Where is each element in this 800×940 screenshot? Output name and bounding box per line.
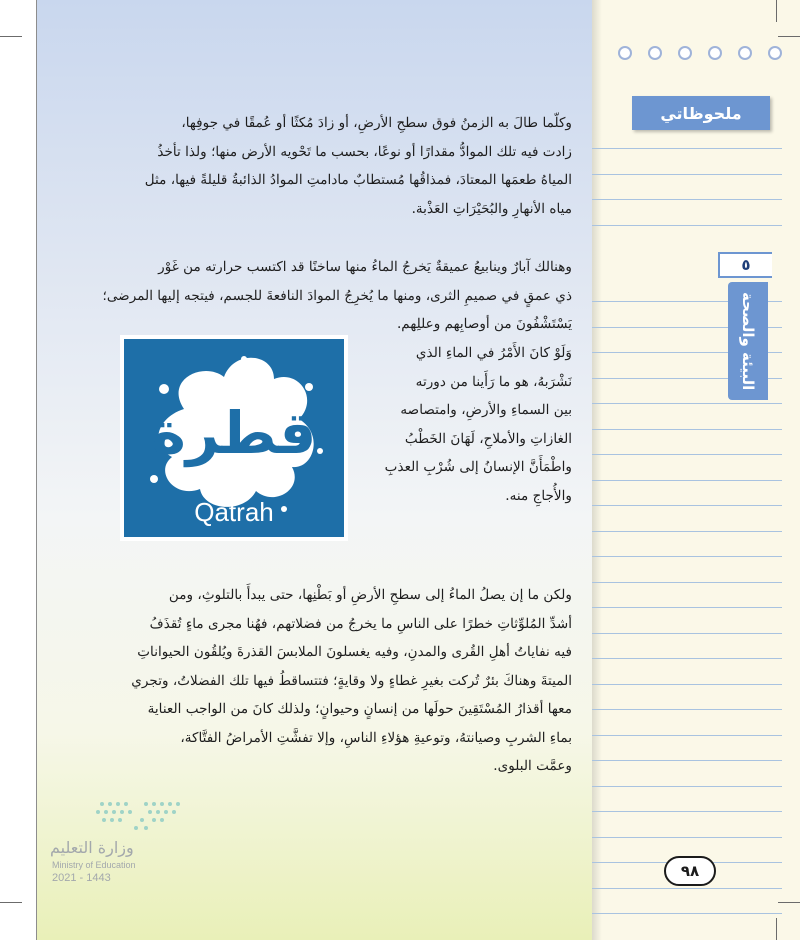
text-line: وكلّما طالَ به الزمنُ فوق سطحِ الأرضِ، أو زادَ مُكثًا أو عُمقًا في جوفِها، — [181, 115, 572, 131]
notes-rule-line — [592, 403, 782, 404]
notes-rule-line — [592, 811, 782, 812]
text-line: زادت فيه تلك الموادُّ مقدارًا أو نوعًا، بحسب ما تَحْويه الأرض منها؛ ولذا تأخذُ — [157, 143, 572, 160]
binder-hole — [678, 46, 692, 60]
notes-rule-line — [592, 684, 782, 685]
chapter-number: ٥ — [718, 252, 772, 278]
crop-mark — [776, 0, 777, 22]
crop-mark — [778, 902, 800, 903]
paragraph-2 — [86, 253, 572, 339]
notes-rule-line — [592, 429, 782, 430]
binder-hole — [708, 46, 722, 60]
ministry-logo — [50, 798, 210, 888]
notes-label: ملحوظاتي — [632, 96, 770, 130]
notes-rule-line — [592, 658, 782, 659]
notes-rule-line — [592, 709, 782, 710]
notes-column — [592, 0, 800, 940]
notes-rule-line — [592, 913, 782, 914]
ministry-english-name: Ministry of Education — [52, 860, 136, 870]
notes-rule-line — [592, 633, 782, 634]
page-border — [36, 0, 37, 940]
text-line: والأُجاجِ منه. — [505, 487, 572, 504]
notes-rule-line — [592, 607, 782, 608]
qatrah-logo — [120, 335, 348, 541]
crop-mark — [0, 902, 22, 903]
qatrah-latin-text: Qatrah — [194, 497, 274, 527]
notes-rule-line — [592, 735, 782, 736]
notes-rule-line — [592, 582, 782, 583]
binder-hole — [648, 46, 662, 60]
notes-rule-line — [592, 556, 782, 557]
text-line: ذي عمقٍ في صميمِ الثرى، ومنها ما يُخرِجُ الموادَ النافعةَ للجسم، فيتجه إليها المرضى؛ — [102, 287, 572, 304]
crop-mark — [0, 36, 22, 37]
notes-rule-line — [592, 786, 782, 787]
text-line: نَشْرَبهُ، هو ما رَأَينا من دورته — [415, 373, 572, 390]
text-line: وَلَوْ كانَ الأَمْرُ في الماءِ الذي — [415, 345, 572, 361]
text-line: بين السماءِ والأرضِ، وامتصاصه — [400, 402, 572, 418]
chapter-tab — [728, 282, 768, 400]
text-line: المياهُ طعمَها المعتادَ، فمذاقُها مُستطابٌ مادامتِ الموادُ الذائبةُ قليلةً فيها، مثل — [144, 172, 572, 188]
crop-mark — [776, 918, 777, 940]
notes-rule-line — [592, 454, 782, 455]
paragraph-1 — [86, 109, 572, 223]
notes-rule-line — [592, 480, 782, 481]
notes-rule-line — [592, 505, 782, 506]
text-line: يَسْتَشْفُونَ من أوصابِهم وعللِهم. — [396, 316, 572, 332]
ministry-year: 2021 - 1443 — [52, 872, 111, 884]
paragraph-4 — [86, 581, 572, 781]
crop-mark — [778, 36, 800, 37]
binder-hole — [618, 46, 632, 60]
text-line: مياه الأنهارِ والبُحَيْرَاتِ العَذْبة. — [411, 200, 572, 217]
notes-rule-line — [592, 174, 782, 175]
notes-rule-line — [592, 888, 782, 889]
ministry-dots-icon — [50, 798, 190, 834]
text-line: معها أقذارُ المُسْتَقِينَ حولَها من إنسانٍ وحيوانٍ؛ ولذلك كانَ من الواجب العناية — [147, 701, 572, 717]
text-line: أشدِّ المُلوِّثاتِ خطرًا على الناسِ ما يخرجُ من فضلاتهم، فهُنا مجرى ماءٍ تُقذَفُ — [149, 615, 572, 632]
chapter-title: البيئة والصحة — [739, 291, 757, 391]
text-line: فيه نفاياتُ أهلِ القُرى والمدنِ، وفيه يغسلونَ الملابسَ القذرةَ ويُلقُون الحيواناتِ — [137, 644, 572, 660]
notes-rule-line — [592, 148, 782, 149]
notes-rule-line — [592, 760, 782, 761]
binder-hole — [738, 46, 752, 60]
notes-shadow — [592, 0, 602, 940]
text-line: ولكن ما إن يصلُ الماءُ إلى سطحِ الأرضِ أو بَطْنِها، حتى يبدأَ بالتلوثِ، ومن — [168, 587, 572, 603]
text-line: وعمَّت البلوى. — [493, 758, 572, 774]
notes-rule-line — [592, 225, 782, 226]
binder-hole — [768, 46, 782, 60]
text-line: الميتةَ وهناكَ بئرٌ تُركت بغيرِ غطاءٍ ولا وقايةٍ؛ فتتساقطُ فيها تلك الفضلاتُ، وتجري — [131, 672, 572, 689]
notes-rule-line — [592, 199, 782, 200]
qatrah-arabic-text: قطرة — [151, 399, 317, 467]
paragraph-3 — [356, 339, 572, 510]
text-line: بماءِ الشربِ وصيانتهُ، وتوعيةِ هؤلاءِ الناسِ، وإلا تفشَّتِ الأمراضُ الفتَّاكة، — [180, 729, 572, 746]
notes-rule-line — [592, 531, 782, 532]
text-line: واطْمَأَنَّ الإنسانُ إلى شُرْبِ العذبِ — [384, 459, 572, 475]
text-line: الغازاتِ والأملاحِ، لَهَانَ الخَطْبُ — [404, 430, 572, 447]
ministry-arabic-name: وزارة التعليم — [50, 838, 134, 857]
notes-rule-line — [592, 837, 782, 838]
text-line: وهنالك آبارٌ وينابيعُ عميقةٌ يَخرجُ الماءُ منها ساخنًا قد اكتسب حرارته من غَوْر — [158, 259, 572, 275]
page-number: ٩٨ — [664, 856, 716, 886]
